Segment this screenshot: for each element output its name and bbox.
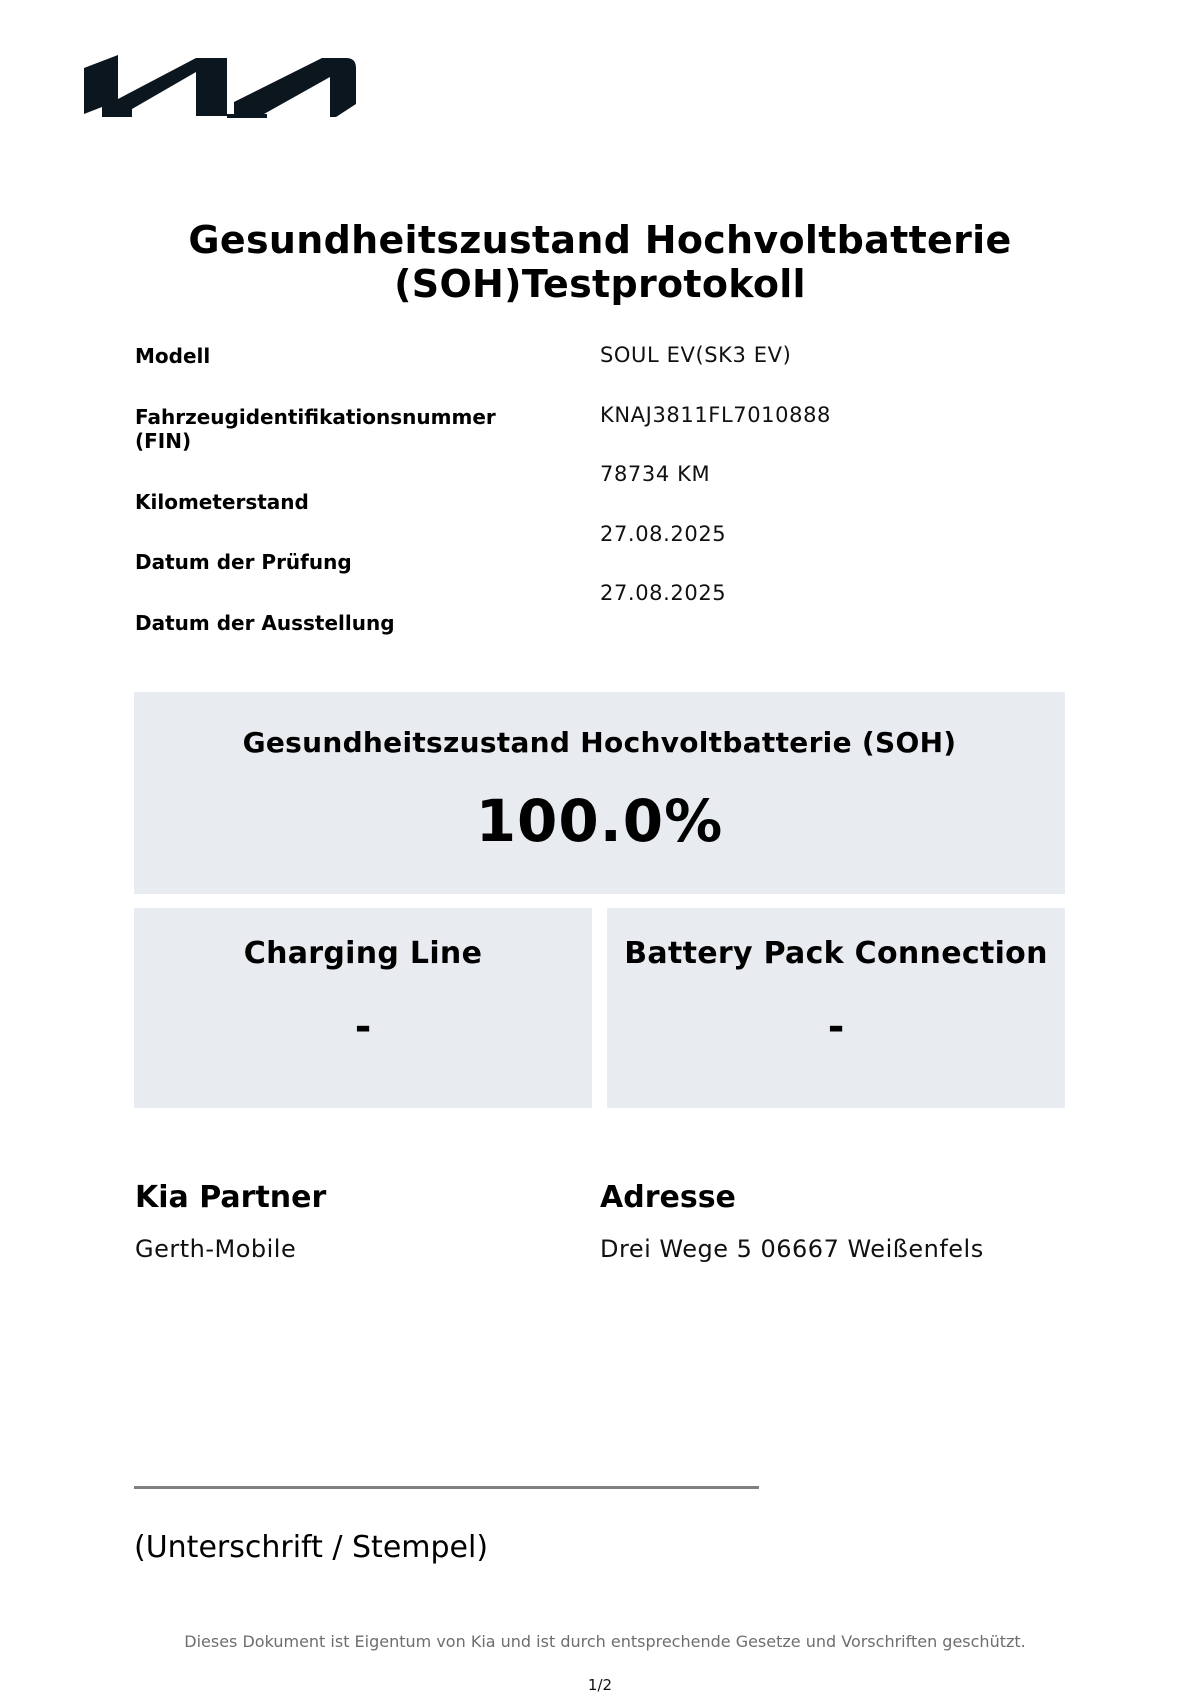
soh-title: Gesundheitszustand Hochvoltbatterie (SOH) xyxy=(242,726,957,759)
charging-line-card xyxy=(134,908,592,1108)
test-date-value: 27.08.2025 xyxy=(600,522,727,546)
page-number: 1/2 xyxy=(587,1676,613,1694)
issue-date-value: 27.08.2025 xyxy=(600,581,727,605)
address-label: Adresse xyxy=(600,1180,736,1215)
battery-pack-connection-title: Battery Pack Connection xyxy=(624,936,1048,971)
mileage-value: 78734 KM xyxy=(600,462,711,486)
title-line-2: (SOH)Testprotokoll xyxy=(394,262,806,306)
model-label: Modell xyxy=(135,344,211,368)
mileage-label: Kilometerstand xyxy=(135,490,309,514)
test-date-label: Datum der Prüfung xyxy=(135,550,352,574)
signature-line xyxy=(134,1486,759,1489)
issue-date-label: Datum der Ausstellung xyxy=(135,611,395,635)
partner-value: Gerth-Mobile xyxy=(135,1235,297,1263)
vin-label: Fahrzeugidentifikationsnummer (FIN) xyxy=(135,405,496,453)
partner-label: Kia Partner xyxy=(135,1180,327,1215)
soh-value: 100.0% xyxy=(475,787,724,855)
battery-pack-connection-value: - xyxy=(827,1004,845,1050)
address-value: Drei Wege 5 06667 Weißenfels xyxy=(600,1235,984,1263)
kia-logo xyxy=(84,52,356,120)
charging-line-title: Charging Line xyxy=(243,936,483,971)
page-title xyxy=(0,218,1190,306)
vin-value: KNAJ3811FL7010888 xyxy=(600,403,831,427)
title-line-1: Gesundheitszustand Hochvoltbatterie xyxy=(188,218,1012,262)
footer-note: Dieses Dokument ist Eigentum von Kia und ist durch entsprechende Gesetze und Vorschriften geschützt. xyxy=(184,1632,1026,1651)
charging-line-value: - xyxy=(354,1004,372,1050)
signature-label: (Unterschrift / Stempel) xyxy=(134,1530,489,1565)
model-value: SOUL EV(SK3 EV) xyxy=(600,343,792,367)
soh-panel xyxy=(134,692,1065,894)
battery-pack-connection-card xyxy=(607,908,1065,1108)
